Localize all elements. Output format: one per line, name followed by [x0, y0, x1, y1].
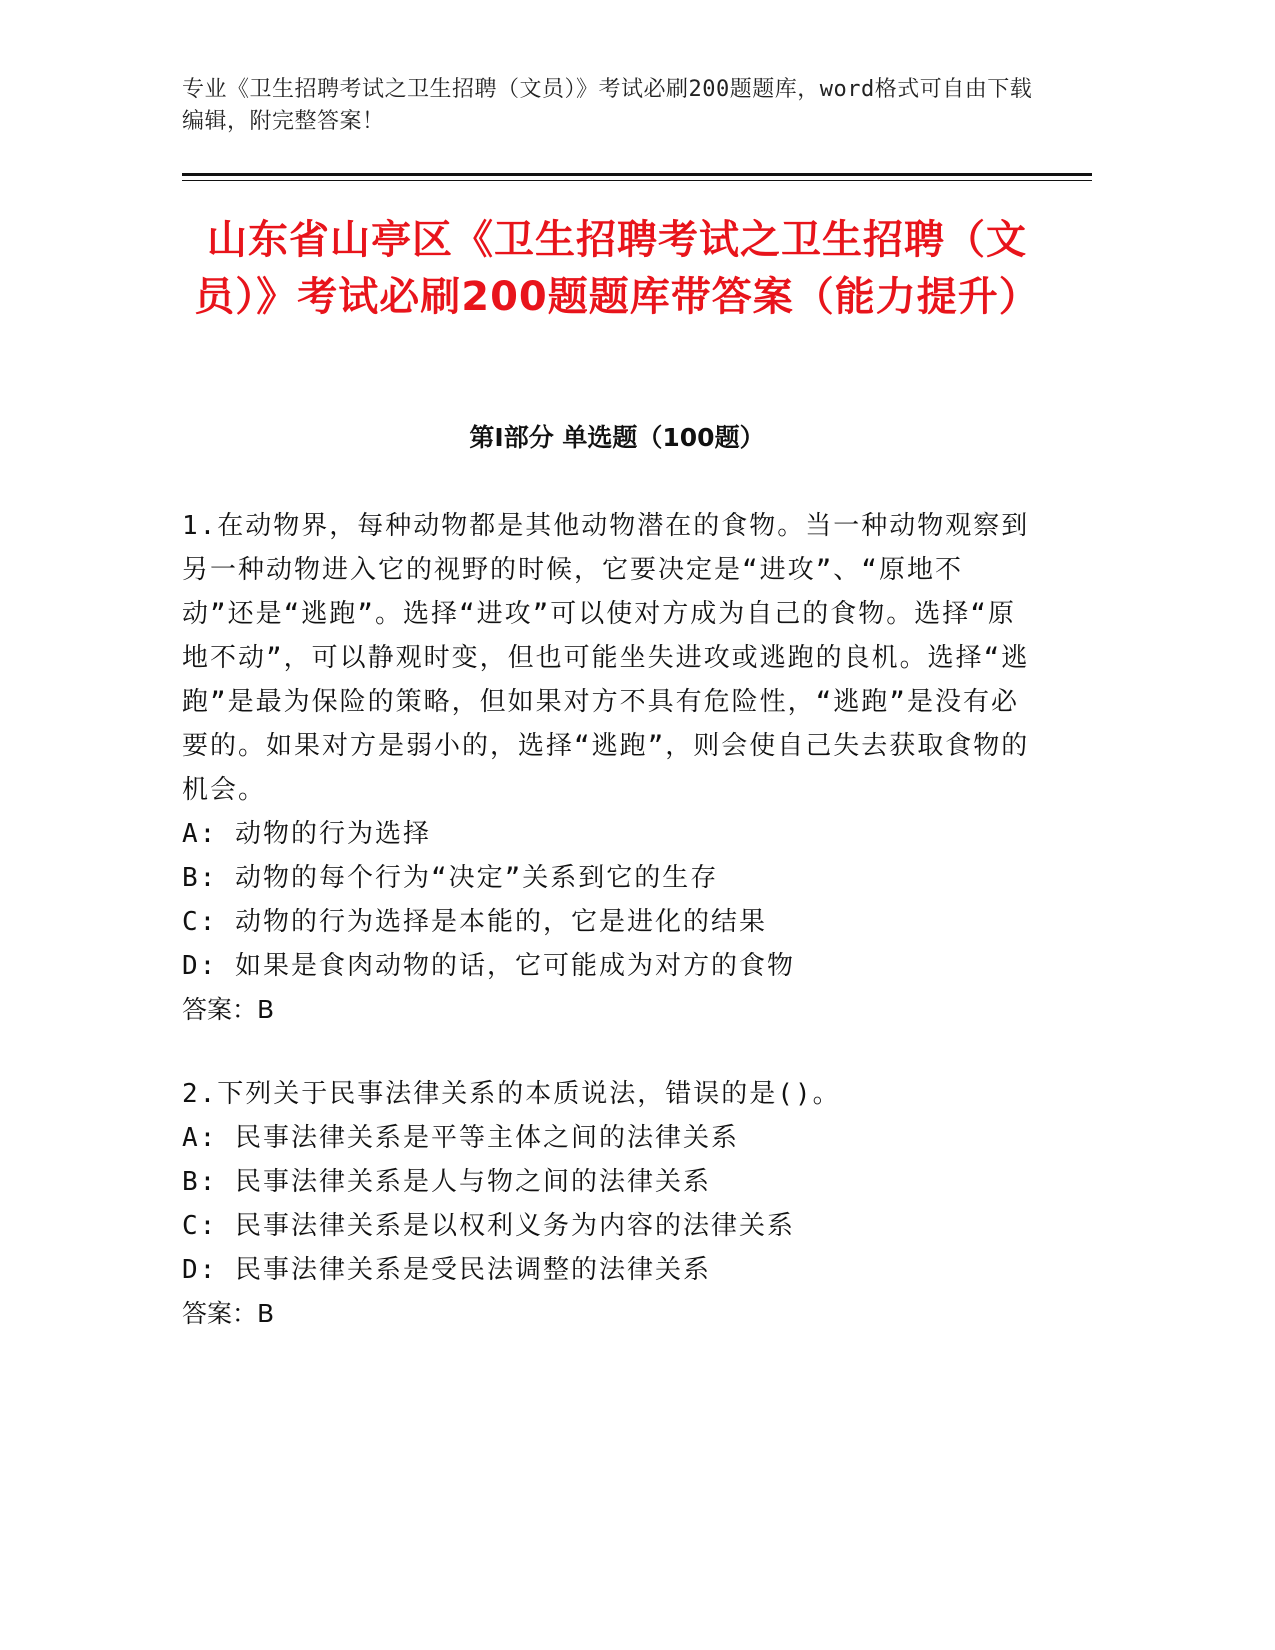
header-note: 专业《卫生招聘考试之卫生招聘（文员）》考试必刷200题题库，word格式可自由下载编辑，附完整答案！ [182, 77, 1033, 134]
document-title: 山东省山亭区《卫生招聘考试之卫生招聘（文员）》考试必刷200题题库带答案（能力提升） [194, 217, 1040, 320]
answer-line: 答案：B [182, 1299, 275, 1328]
answer-line: 答案：B [182, 995, 275, 1024]
question-1 [182, 504, 1032, 1032]
header-divider-thick [182, 173, 1092, 176]
question-list [182, 504, 1032, 1376]
option-b: B: 动物的每个行为“决定”关系到它的生存 [182, 863, 719, 893]
option-d: D: 民事法律关系是受民法调整的法律关系 [182, 1255, 711, 1285]
option-b: B: 民事法律关系是人与物之间的法律关系 [182, 1167, 711, 1197]
question-2 [182, 1072, 1032, 1336]
option-c: C: 动物的行为选择是本能的，它是进化的结果 [182, 907, 767, 937]
question-stem: 2.下列关于民事法律关系的本质说法，错误的是()。 [182, 1079, 841, 1109]
option-c: C: 民事法律关系是以权利义务为内容的法律关系 [182, 1211, 795, 1241]
option-a: A: 民事法律关系是平等主体之间的法律关系 [182, 1123, 739, 1153]
option-d: D: 如果是食肉动物的话，它可能成为对方的食物 [182, 951, 795, 981]
header-divider-thin [182, 180, 1092, 181]
section-heading: 第I部分 单选题（100题） [469, 423, 765, 452]
option-a: A: 动物的行为选择 [182, 819, 431, 849]
question-stem: 1.在动物界，每种动物都是其他动物潜在的食物。当一种动物观察到另一种动物进入它的视野的时候，它要决定是“进攻”、“原地不动”还是“逃跑”。选择“进攻”可以使对方成为自己的食物。选择“原地不动”，可以静观时变，但也可能坐失进攻或逃跑的良机。选择“逃跑”是最为保险的策略，但如果对方不具有危险性，“逃跑”是没有必要的。如果对方是弱小的，选择“逃跑”，则会使自己失去获取食物的机会。 [182, 511, 1030, 805]
